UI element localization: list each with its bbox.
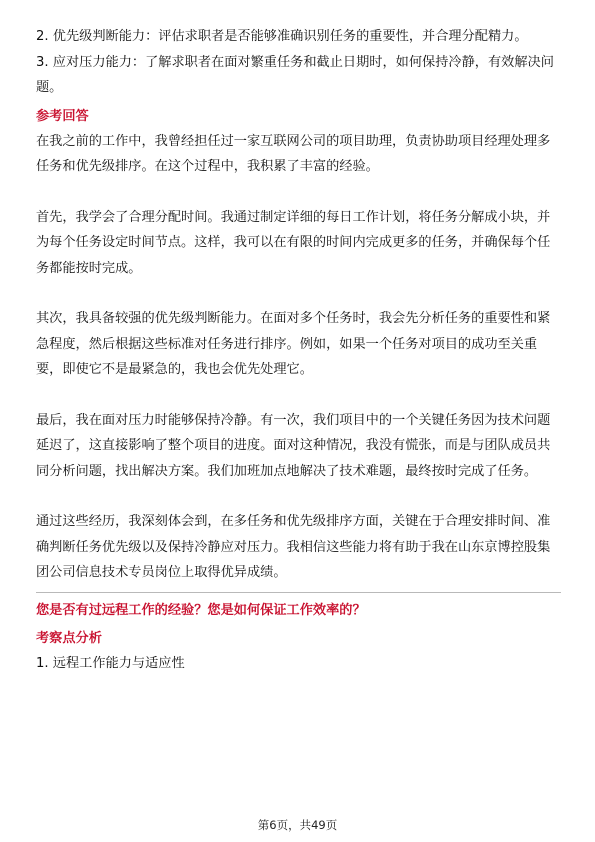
answer-paragraph-2: 首先，我学会了合理分配时间。我通过制定详细的每日工作计划，将任务分解成小块，并为每个任务设定时间节点。这样，我可以在有限的时间内完成更多的任务，并确保每个任务都能按时完成。 [36,209,551,276]
answer-paragraph-3: 其次，我具备较强的优先级判断能力。在面对多个任务时，我会先分析任务的重要性和紧急程度，然后根据这些标准对任务进行排序。例如，如果一个任务对项目的成功至关重要，即使它不是最紧急的，我也会优先处理它。 [36,311,551,377]
answer-paragraph-5: 通过这些经历，我深刻体会到，在多任务和优先级排序方面，关键在于合理安排时间、准确判断任务优先级以及保持冷静应对压力。我相信这些能力将有助于我在山东京博控股集团公司信息技术专员岗位上取得优异成绩。 [36,514,551,580]
page-number: 第6页，共49页 [257,818,338,832]
next-question: 您是否有过远程工作的经验？您是如何保证工作效率的？ [36,602,366,618]
criteria-point-3: 3. 应对压力能力：了解求职者在面对繁重任务和截止日期时，如何保持冷静，有效解决问题。 [36,54,554,95]
analysis-point-1: 1. 远程工作能力与适应性 [36,655,185,671]
analysis-heading: 考察点分析 [36,630,102,646]
answer-paragraph-4: 最后，我在面对压力时能够保持冷静。有一次，我们项目中的一个关键任务因为技术问题延迟了，这直接影响了整个项目的进度。面对这种情况，我没有慌张，而是与团队成员共同分析问题，找出解决方案。我们加班加点地解决了技术难题，最终按时完成了任务。 [36,412,551,479]
criteria-point-2: 2. 优先级判断能力：评估求职者是否能够准确识别任务的重要性，并合理分配精力。 [36,29,528,44]
answer-paragraph-1: 在我之前的工作中，我曾经担任过一家互联网公司的项目助理，负责协助项目经理处理多任务和优先级排序。在这个过程中，我积累了丰富的经验。 [36,133,551,174]
answer-heading: 参考回答 [36,108,89,124]
document-page [36,0,561,676]
section-divider [36,592,561,593]
